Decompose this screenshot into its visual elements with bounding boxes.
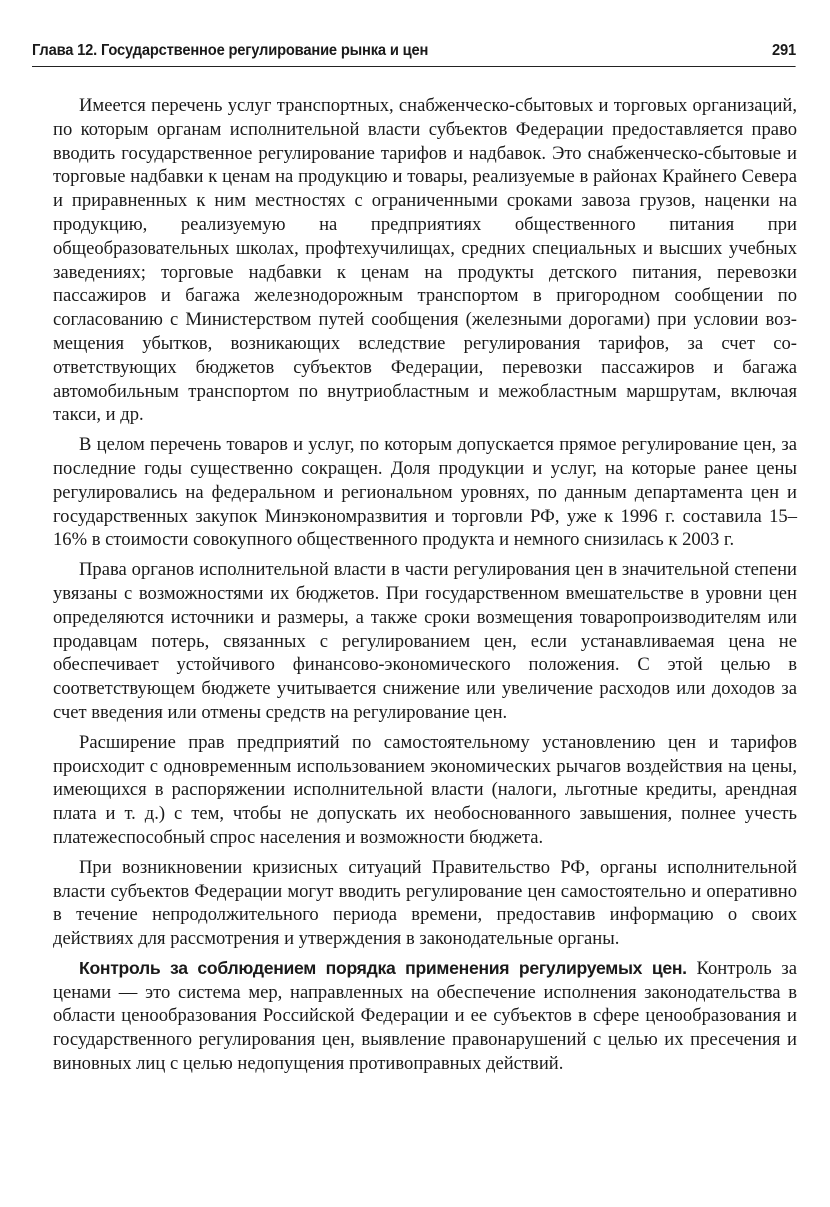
page-number: 291 [771,42,796,59]
paragraph [53,433,797,552]
paragraph [53,558,797,725]
paragraph [53,856,797,951]
paragraph [53,957,797,1076]
paragraph-text: Контроль за ценами — это система мер, направленных на обеспечение исполнения законодательства в области ценообразования Российской Федерации и ее субъектов в сфере ценообразования и государственного регулирования цен, выявление правонарушений с целью их пресечения и виновных лиц с целью недопущения противоправных действий. [53,957,797,1075]
run-in-heading: Контроль за соблюдением порядка применения регулируемых цен. [79,957,687,978]
paragraph-text: При возникновении кризисных ситуаций Правительство РФ, органы исполнительной власти субъектов Федерации могут вводить регулирование цен самостоятельно и оперативно в течение непродолжительного периода времени, предоставив информацию о своих действиях для рассмотрения и утверждения в законодательные органы. [53,856,797,950]
paragraph-text: В целом перечень товаров и услуг, по которым допускается прямое регулирование цен, за последние годы существенно сокращен. Доля продукции и услуг, на которые ранее цены регулировались на федеральном и региональном уровнях, по данным департамента цен и государственных закупок Минэкономразвития и торговли РФ, уже к 1996 г. составила 15–16% в стоимости совокупного общественного продукта и немного снизилась к 2003 г. [53,434,797,551]
body-text [53,94,797,1076]
paragraph-text: Имеется перечень услуг транспортных, снабженческо-сбытовых и торговых организаций, по которым органам исполнительной власти субъектов Федерации предоставляется право вводить государственное регулирование тарифов и надбавок. Это снабженческо-сбытовые и торговые надбавки к ценам на продукцию и товары, реализуемые в районах Крайнего Севера и приравненных к ним местностях с ограниченными сроками завоза грузов, наценки на продукцию, реализуемую на предприятиях общественного питания при общеобразовательных школах, профтехучилищах, средних специальных и высших учебных заведениях; торговые надбавки к ценам на продукты детского питания, перевозки пассажиров и багажа железнодорожным транспортом в пригородном сообщении по согласованию с Министерством путей сообщения (железными дорогами) при условии возмещения убытков, возникающих вследствие регулирования тарифов, за счет соответствующих бюджетов субъектов Федерации, перевозки пассажиров и багажа автомобильным транспортом по внутриобластным и межобластным маршрутам, включая такси, и др. [53,95,797,426]
paragraph [53,731,797,850]
paragraph-text: Расширение прав предприятий по самостоятельному установлению цен и тарифов происходит с одновременным использованием экономических рычагов воздействия на цены, имеющихся в распоряжении исполнительной власти (налоги, льготные кредиты, арендная плата и т. д.) с тем, чтобы не допускать их необоснованного завышения, полнее учесть платежеспособный спрос населения и возможности бюджета. [53,731,797,848]
paragraph-text: Права органов исполнительной власти в части регулирования цен в значительной степени увязаны с возможностями их бюджетов. При государственном вмешательстве в уровни цен определяются источники и размеры, а также сроки возмещения товаропроизводителям или продавцам потерь, связанных с регулированием цен, если устанавливаемая цена не обеспечивает устойчивого финансово-экономического положения. С этой целью в соответствующем бюджете учитывается снижение или увеличение расходов или доходов за счет введения или отмены средств на регулирование цен. [53,559,797,723]
chapter-title: Глава 12. Государственное регулирование рынка и цен [32,42,429,59]
running-header [32,40,796,67]
paragraph [53,94,797,427]
